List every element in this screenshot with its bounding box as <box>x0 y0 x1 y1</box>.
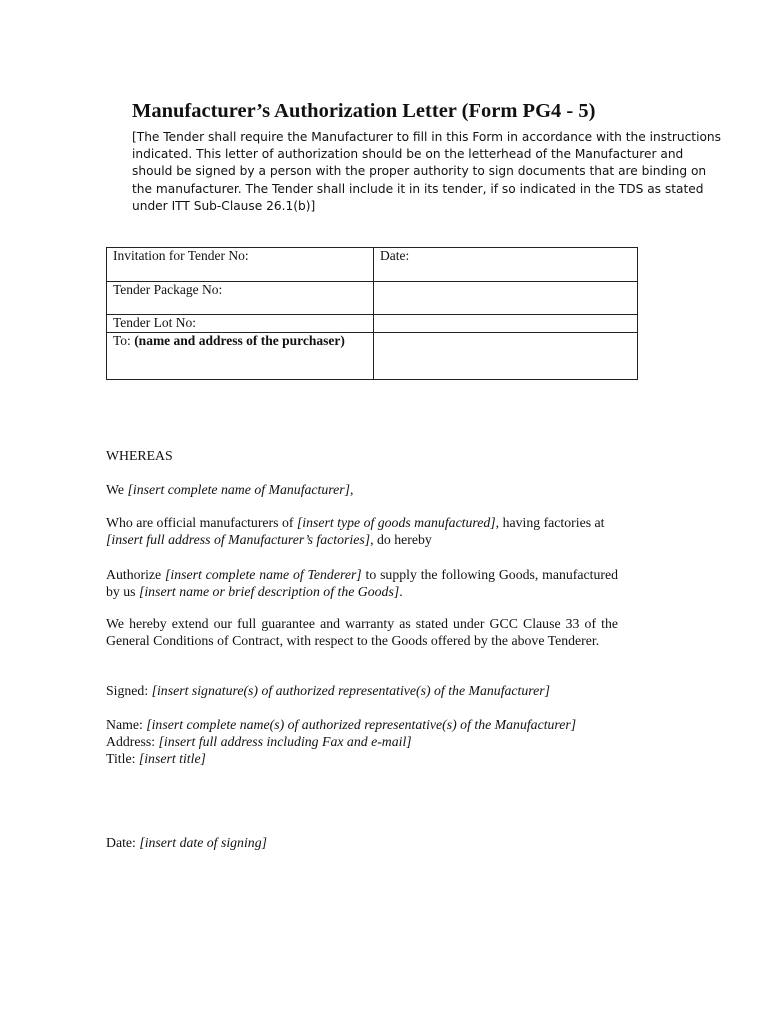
who-paragraph <box>106 514 646 548</box>
signed-insert: [insert signature(s) of authorized representative(s) of the Manufacturer] <box>151 683 551 698</box>
instructions-paragraph <box>132 129 721 215</box>
title-label: Title: <box>106 751 139 766</box>
title-insert: [insert title] <box>138 751 206 766</box>
date-field-label: Date: <box>106 835 140 850</box>
to-bold-label: (name and address of the purchaser) <box>134 333 345 348</box>
whereas-heading: WHEREAS <box>106 448 173 463</box>
who-line-2 <box>106 531 646 548</box>
authorize-prefix: Authorize <box>106 567 165 582</box>
to-cell <box>107 333 374 380</box>
title-line <box>106 750 618 767</box>
we-prefix: We <box>106 482 128 497</box>
guarantee-paragraph: We hereby extend our full guarantee and warranty as stated under GCC Clause 33 of the General Conditions of Contract, with respect to the Goods offered by the above Tenderer. <box>106 616 618 648</box>
invitation-label: Invitation for Tender No: <box>107 248 374 282</box>
authorize-middle: to supply the following Goods, manufactured by us <box>106 567 618 599</box>
address-label: Address: <box>106 734 159 749</box>
table-row <box>107 333 638 380</box>
who-insert-address: [insert full address of Manufacturer’s factories] <box>106 532 371 547</box>
we-paragraph <box>106 481 618 498</box>
name-insert: [insert complete name(s) of authorized representative(s) of the Manufacturer] <box>146 717 577 732</box>
authorize-insert-goods: [insert name or brief description of the Goods] <box>138 584 400 599</box>
table-row <box>107 248 638 282</box>
authorize-insert-tenderer: [insert complete name of Tenderer] <box>165 567 362 582</box>
to-value-cell <box>374 333 638 380</box>
authorize-paragraph <box>106 566 618 600</box>
authorize-suffix: . <box>399 584 403 599</box>
signed-label: Signed: <box>106 683 152 698</box>
date-label: Date: <box>374 248 638 282</box>
instructions-line: indicated. This letter of authorization should be on the letterhead of the Manufacturer and <box>132 147 684 162</box>
who-insert-goods: [insert type of goods manufactured] <box>296 515 496 530</box>
lot-label: Tender Lot No: <box>107 315 374 333</box>
name-label: Name: <box>106 717 147 732</box>
date-line <box>106 834 618 851</box>
date-field-insert: [insert date of signing] <box>139 835 267 850</box>
address-line <box>106 733 618 750</box>
lot-value-cell <box>374 315 638 333</box>
signed-line <box>106 682 618 699</box>
package-value-cell <box>374 282 638 315</box>
address-insert: [insert full address including Fax and e-mail] <box>158 734 412 749</box>
who-middle: , having factories at <box>495 515 605 530</box>
we-suffix: , <box>350 482 354 497</box>
instructions-line: should be signed by a person with the proper authority to sign documents that are binding on <box>132 164 707 179</box>
who-suffix: , do hereby <box>370 532 432 547</box>
we-insert: [insert complete name of Manufacturer] <box>127 482 351 497</box>
instructions-line: [The Tender shall require the Manufacturer to fill in this Form in accordance with the instructions <box>132 130 721 144</box>
table-row <box>107 315 638 333</box>
instructions-line: the manufacturer. The Tender shall include it in its tender, if so indicated in the TDS as stated <box>132 181 704 196</box>
instructions-line: under ITT Sub-Clause 26.1(b)] <box>132 198 316 213</box>
table-row <box>107 282 638 315</box>
name-line <box>106 716 618 733</box>
who-prefix: Who are official manufacturers of <box>106 515 297 530</box>
to-label: To: <box>113 333 135 348</box>
form-title: Manufacturer’s Authorization Letter (Form PG4 - 5) <box>132 100 596 122</box>
tender-info-table <box>106 247 638 380</box>
package-label: Tender Package No: <box>107 282 374 315</box>
who-line-1 <box>106 514 646 531</box>
